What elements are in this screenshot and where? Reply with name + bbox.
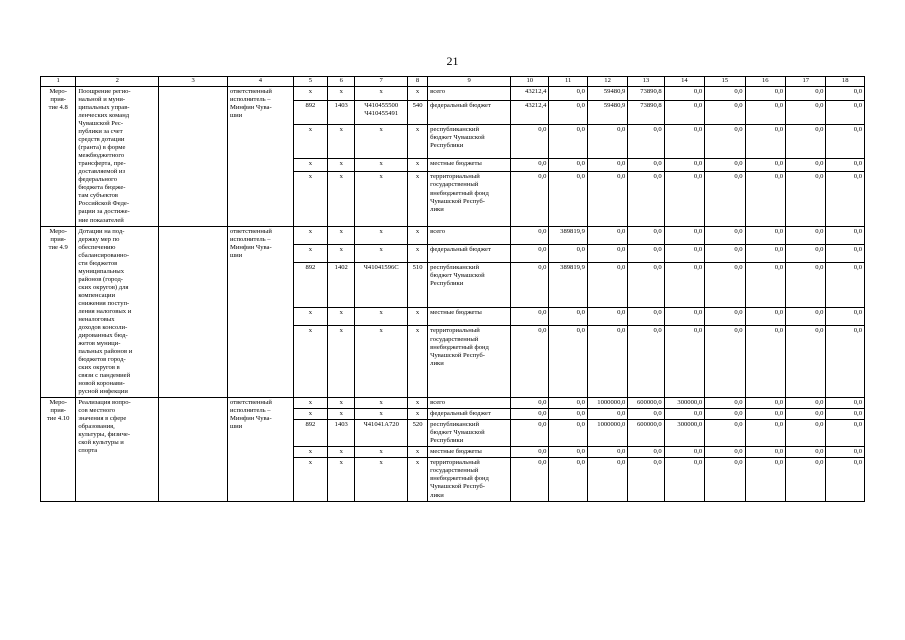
amount-cell: 0,0 <box>549 124 587 158</box>
expense-type-cell: x <box>407 244 427 262</box>
amount-cell: 0,0 <box>628 158 664 172</box>
column-number-header: 2 <box>76 77 159 87</box>
amount-cell: 0,0 <box>511 409 549 420</box>
column-number-header: 12 <box>587 77 627 87</box>
amount-cell: 0,0 <box>587 409 627 420</box>
amount-cell: 0,0 <box>826 87 865 101</box>
measure-id-cell: Меро- прия- тие 4.10 <box>41 398 76 501</box>
funding-source-cell: федеральный бюджет <box>428 409 511 420</box>
page-number: 21 <box>446 54 459 68</box>
column-number-header: 4 <box>228 77 294 87</box>
expense-type-cell: x <box>407 172 427 226</box>
grbs-code-cell: x <box>293 87 327 101</box>
target-article-cell: x <box>355 124 408 158</box>
amount-cell: 0,0 <box>628 226 664 244</box>
amount-cell: 0,0 <box>587 172 627 226</box>
section-code-cell: x <box>328 409 355 420</box>
empty-column-cell <box>159 398 228 501</box>
column-number-header: 6 <box>328 77 355 87</box>
target-article-cell: x <box>355 172 408 226</box>
amount-cell: 0,0 <box>587 263 627 308</box>
amount-cell: 0,0 <box>826 398 865 409</box>
target-article-cell: x <box>355 447 408 458</box>
column-number-header: 3 <box>159 77 228 87</box>
amount-cell: 0,0 <box>705 100 745 124</box>
amount-cell: 0,0 <box>511 308 549 326</box>
amount-cell: 0,0 <box>786 244 826 262</box>
amount-cell: 0,0 <box>745 420 785 447</box>
funding-source-cell: федеральный бюджет <box>428 244 511 262</box>
amount-cell: 0,0 <box>826 263 865 308</box>
amount-cell: 0,0 <box>786 420 826 447</box>
target-article-cell: x <box>355 87 408 101</box>
column-number-header: 7 <box>355 77 408 87</box>
funding-source-cell: местные бюджеты <box>428 447 511 458</box>
grbs-code-cell: x <box>293 226 327 244</box>
amount-cell: 0,0 <box>511 398 549 409</box>
amount-cell: 0,0 <box>587 124 627 158</box>
section-code-cell: x <box>328 87 355 101</box>
amount-cell: 0,0 <box>826 308 865 326</box>
amount-cell: 73890,8 <box>628 87 664 101</box>
column-number-header: 13 <box>628 77 664 87</box>
expense-type-cell: x <box>407 326 427 398</box>
amount-cell: 300000,0 <box>664 420 704 447</box>
amount-cell: 0,0 <box>587 308 627 326</box>
grbs-code-cell: x <box>293 124 327 158</box>
amount-cell: 0,0 <box>511 226 549 244</box>
funding-source-cell: республиканский бюджет Чувашской Республики <box>428 263 511 308</box>
column-number-header: 16 <box>745 77 785 87</box>
expense-type-cell: x <box>407 158 427 172</box>
amount-cell: 0,0 <box>745 308 785 326</box>
amount-cell: 0,0 <box>549 308 587 326</box>
amount-cell: 0,0 <box>664 244 704 262</box>
amount-cell: 0,0 <box>511 172 549 226</box>
grbs-code-cell: x <box>293 244 327 262</box>
amount-cell: 0,0 <box>705 172 745 226</box>
amount-cell: 0,0 <box>745 398 785 409</box>
section-code-cell: x <box>328 124 355 158</box>
amount-cell: 0,0 <box>587 458 627 501</box>
amount-cell: 0,0 <box>549 447 587 458</box>
target-article-cell: Ч41041А720 <box>355 420 408 447</box>
amount-cell: 0,0 <box>587 226 627 244</box>
amount-cell: 0,0 <box>826 100 865 124</box>
amount-cell: 0,0 <box>587 447 627 458</box>
column-number-header: 11 <box>549 77 587 87</box>
amount-cell: 0,0 <box>549 458 587 501</box>
amount-cell: 0,0 <box>826 420 865 447</box>
target-article-cell: x <box>355 398 408 409</box>
amount-cell: 0,0 <box>628 447 664 458</box>
amount-cell: 0,0 <box>511 124 549 158</box>
section-code-cell: 1402 <box>328 263 355 308</box>
amount-cell: 0,0 <box>745 100 785 124</box>
amount-cell: 0,0 <box>745 158 785 172</box>
amount-cell: 0,0 <box>826 172 865 226</box>
funding-source-cell: всего <box>428 398 511 409</box>
expense-type-cell: x <box>407 447 427 458</box>
amount-cell: 0,0 <box>786 326 826 398</box>
section-code-cell: 1403 <box>328 420 355 447</box>
section-code-cell: 1403 <box>328 100 355 124</box>
measure-id-cell: Меро- прия- тие 4.9 <box>41 226 76 398</box>
amount-cell: 0,0 <box>786 100 826 124</box>
amount-cell: 600000,0 <box>628 398 664 409</box>
amount-cell: 59480,9 <box>587 100 627 124</box>
grbs-code-cell: 892 <box>293 263 327 308</box>
table-row <box>41 398 865 409</box>
expense-type-cell: 540 <box>407 100 427 124</box>
amount-cell: 0,0 <box>786 124 826 158</box>
target-article-cell: Ч41041596С <box>355 263 408 308</box>
amount-cell: 0,0 <box>705 420 745 447</box>
amount-cell: 59480,9 <box>587 87 627 101</box>
column-number-header: 9 <box>428 77 511 87</box>
amount-cell: 0,0 <box>826 244 865 262</box>
amount-cell: 0,0 <box>628 124 664 158</box>
amount-cell: 0,0 <box>745 244 785 262</box>
amount-cell: 0,0 <box>705 308 745 326</box>
amount-cell: 300000,0 <box>664 398 704 409</box>
expense-type-cell: x <box>407 87 427 101</box>
target-article-cell: x <box>355 308 408 326</box>
amount-cell: 0,0 <box>786 263 826 308</box>
grbs-code-cell: x <box>293 458 327 501</box>
amount-cell: 0,0 <box>664 158 704 172</box>
grbs-code-cell: x <box>293 447 327 458</box>
amount-cell: 0,0 <box>705 409 745 420</box>
expense-type-cell: x <box>407 226 427 244</box>
amount-cell: 0,0 <box>826 447 865 458</box>
section-code-cell: x <box>328 172 355 226</box>
amount-cell: 0,0 <box>786 398 826 409</box>
target-article-cell: x <box>355 409 408 420</box>
grbs-code-cell: x <box>293 398 327 409</box>
amount-cell: 0,0 <box>745 458 785 501</box>
amount-cell: 0,0 <box>745 124 785 158</box>
amount-cell: 0,0 <box>549 158 587 172</box>
section-code-cell: x <box>328 226 355 244</box>
amount-cell: 0,0 <box>664 226 704 244</box>
section-code-cell: x <box>328 398 355 409</box>
amount-cell: 0,0 <box>826 158 865 172</box>
amount-cell: 0,0 <box>628 326 664 398</box>
amount-cell: 0,0 <box>664 263 704 308</box>
executor-cell: ответственный исполнитель – Минфин Чува- шии <box>228 398 294 501</box>
grbs-code-cell: 892 <box>293 420 327 447</box>
amount-cell: 0,0 <box>705 398 745 409</box>
amount-cell: 0,0 <box>587 244 627 262</box>
amount-cell: 0,0 <box>826 458 865 501</box>
executor-cell: ответственный исполнитель – Минфин Чува- шии <box>228 87 294 227</box>
funding-source-cell: территориальный государственный внебюджетный фонд Чувашской Респуб- лики <box>428 326 511 398</box>
expense-type-cell: 520 <box>407 420 427 447</box>
column-number-header: 5 <box>293 77 327 87</box>
empty-column-cell <box>159 226 228 398</box>
section-code-cell: x <box>328 244 355 262</box>
grbs-code-cell: x <box>293 409 327 420</box>
table-body <box>41 77 865 502</box>
amount-cell: 0,0 <box>664 100 704 124</box>
funding-source-cell: местные бюджеты <box>428 308 511 326</box>
target-article-cell: x <box>355 244 408 262</box>
amount-cell: 0,0 <box>786 172 826 226</box>
column-number-header: 8 <box>407 77 427 87</box>
measure-title-cell: Реализация вопро- сов местного значения в сфере образования, культуры, физиче- ской культуры и спорта <box>76 398 159 501</box>
funding-source-cell: территориальный государственный внебюджетный фонд Чувашской Респуб- лики <box>428 172 511 226</box>
expense-type-cell: x <box>407 409 427 420</box>
amount-cell: 0,0 <box>705 326 745 398</box>
section-code-cell: x <box>328 458 355 501</box>
amount-cell: 0,0 <box>826 226 865 244</box>
amount-cell: 389819,9 <box>549 263 587 308</box>
funding-source-cell: федеральный бюджет <box>428 100 511 124</box>
amount-cell: 0,0 <box>786 308 826 326</box>
empty-column-cell <box>159 87 228 227</box>
column-number-header: 18 <box>826 77 865 87</box>
budget-table <box>40 76 865 502</box>
amount-cell: 0,0 <box>786 158 826 172</box>
amount-cell: 0,0 <box>549 87 587 101</box>
column-number-header: 15 <box>705 77 745 87</box>
expense-type-cell: x <box>407 124 427 158</box>
grbs-code-cell: x <box>293 172 327 226</box>
column-number-header: 1 <box>41 77 76 87</box>
expense-type-cell: x <box>407 308 427 326</box>
amount-cell: 0,0 <box>705 244 745 262</box>
amount-cell: 0,0 <box>786 87 826 101</box>
amount-cell: 0,0 <box>549 326 587 398</box>
amount-cell: 0,0 <box>664 172 704 226</box>
funding-source-cell: всего <box>428 226 511 244</box>
amount-cell: 0,0 <box>628 244 664 262</box>
amount-cell: 73890,8 <box>628 100 664 124</box>
grbs-code-cell: x <box>293 308 327 326</box>
target-article-cell: x <box>355 226 408 244</box>
amount-cell: 0,0 <box>826 409 865 420</box>
amount-cell: 0,0 <box>628 458 664 501</box>
amount-cell: 0,0 <box>628 172 664 226</box>
amount-cell: 0,0 <box>664 308 704 326</box>
amount-cell: 0,0 <box>549 172 587 226</box>
amount-cell: 0,0 <box>745 87 785 101</box>
target-article-cell: Ч410455500 Ч410455491 <box>355 100 408 124</box>
amount-cell: 0,0 <box>511 263 549 308</box>
grbs-code-cell: x <box>293 326 327 398</box>
amount-cell: 0,0 <box>745 172 785 226</box>
amount-cell: 0,0 <box>705 87 745 101</box>
amount-cell: 0,0 <box>745 263 785 308</box>
amount-cell: 0,0 <box>628 263 664 308</box>
amount-cell: 0,0 <box>549 100 587 124</box>
expense-type-cell: x <box>407 398 427 409</box>
column-number-header: 10 <box>511 77 549 87</box>
amount-cell: 0,0 <box>511 458 549 501</box>
executor-cell: ответственный исполнитель – Минфин Чува- шии <box>228 226 294 398</box>
section-code-cell: x <box>328 326 355 398</box>
amount-cell: 0,0 <box>786 226 826 244</box>
amount-cell: 43212,4 <box>511 87 549 101</box>
column-number-header: 14 <box>664 77 704 87</box>
amount-cell: 0,0 <box>587 158 627 172</box>
table-row <box>41 87 865 101</box>
expense-type-cell: 510 <box>407 263 427 308</box>
amount-cell: 0,0 <box>705 458 745 501</box>
amount-cell: 0,0 <box>705 124 745 158</box>
amount-cell: 0,0 <box>628 308 664 326</box>
grbs-code-cell: x <box>293 158 327 172</box>
amount-cell: 389819,9 <box>549 226 587 244</box>
target-article-cell: x <box>355 158 408 172</box>
amount-cell: 1000000,0 <box>587 398 627 409</box>
funding-source-cell: местные бюджеты <box>428 158 511 172</box>
funding-source-cell: республиканский бюджет Чувашской Республики <box>428 124 511 158</box>
amount-cell: 43212,4 <box>511 100 549 124</box>
amount-cell: 0,0 <box>664 124 704 158</box>
table-row <box>41 226 865 244</box>
amount-cell: 1000000,0 <box>587 420 627 447</box>
amount-cell: 0,0 <box>745 226 785 244</box>
amount-cell: 0,0 <box>786 458 826 501</box>
amount-cell: 0,0 <box>745 447 785 458</box>
amount-cell: 0,0 <box>664 409 704 420</box>
amount-cell: 0,0 <box>549 398 587 409</box>
funding-source-cell: республиканский бюджет Чувашской Республики <box>428 420 511 447</box>
header-row <box>41 77 865 87</box>
section-code-cell: x <box>328 308 355 326</box>
amount-cell: 0,0 <box>664 326 704 398</box>
amount-cell: 0,0 <box>826 326 865 398</box>
amount-cell: 0,0 <box>664 87 704 101</box>
section-code-cell: x <box>328 447 355 458</box>
amount-cell: 0,0 <box>511 158 549 172</box>
amount-cell: 0,0 <box>511 244 549 262</box>
amount-cell: 0,0 <box>705 158 745 172</box>
column-number-header: 17 <box>786 77 826 87</box>
amount-cell: 0,0 <box>587 326 627 398</box>
amount-cell: 0,0 <box>664 458 704 501</box>
measure-id-cell: Меро- прия- тие 4.8 <box>41 87 76 227</box>
grbs-code-cell: 892 <box>293 100 327 124</box>
amount-cell: 0,0 <box>511 326 549 398</box>
amount-cell: 0,0 <box>705 447 745 458</box>
target-article-cell: x <box>355 458 408 501</box>
measure-title-cell: Поощрение регио- нальной и муни- ципальных управ- ленческих команд Чувашской Рес- публики за счет средств дотации (гранта) в форме межбюджетного трансферта, пре- доставляемой из федерального бюджета бюдже- там субъектов Российской Феде- рации за достиже- ние показателей <box>76 87 159 227</box>
amount-cell: 0,0 <box>549 409 587 420</box>
amount-cell: 0,0 <box>549 244 587 262</box>
amount-cell: 0,0 <box>705 263 745 308</box>
funding-source-cell: территориальный государственный внебюджетный фонд Чувашской Респуб- лики <box>428 458 511 501</box>
target-article-cell: x <box>355 326 408 398</box>
amount-cell: 0,0 <box>628 409 664 420</box>
amount-cell: 0,0 <box>511 420 549 447</box>
amount-cell: 0,0 <box>826 124 865 158</box>
amount-cell: 0,0 <box>745 326 785 398</box>
amount-cell: 0,0 <box>664 447 704 458</box>
measure-title-cell: Дотации на под- держку мер по обеспечению сбалансированно- сти бюджетов муниципальных районов (город- ских округов) для компенсации снижения поступ- ления налоговых и неналоговых доходов консоли- дированных бюд- жетов муници- пальных районов и бюджетов город- ских округов в связи с пандемией новой коронави- русной инфекции <box>76 226 159 398</box>
amount-cell: 0,0 <box>549 420 587 447</box>
section-code-cell: x <box>328 158 355 172</box>
amount-cell: 0,0 <box>786 409 826 420</box>
budget-table-container <box>40 76 865 502</box>
amount-cell: 0,0 <box>786 447 826 458</box>
amount-cell: 0,0 <box>745 409 785 420</box>
funding-source-cell: всего <box>428 87 511 101</box>
amount-cell: 600000,0 <box>628 420 664 447</box>
amount-cell: 0,0 <box>705 226 745 244</box>
expense-type-cell: x <box>407 458 427 501</box>
amount-cell: 0,0 <box>511 447 549 458</box>
